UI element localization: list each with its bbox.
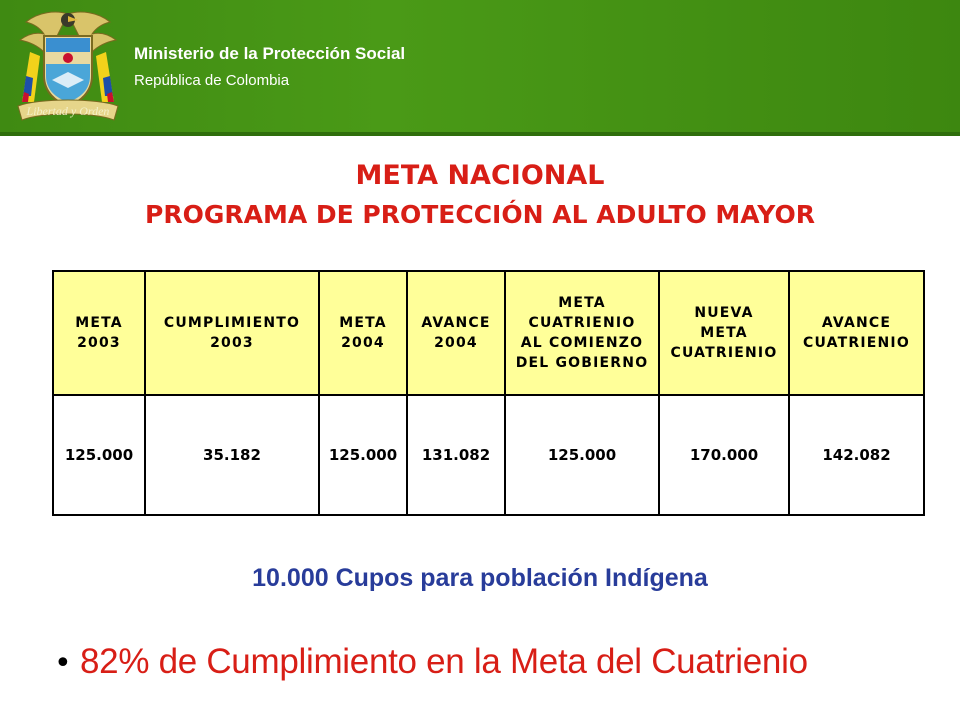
table-row [53, 395, 924, 515]
header-meta-cuatrienio-inicio: META CUATRIENIO AL COMIENZO DEL GOBIERNO [505, 271, 659, 395]
value-nueva-meta-cuatrienio: 170.000 [659, 395, 789, 515]
page-title: META NACIONAL [355, 160, 605, 191]
header-bar [0, 0, 960, 136]
page-subtitle: PROGRAMA DE PROTECCIÓN AL ADULTO MAYOR [145, 200, 815, 229]
bullet-dot-icon: • [54, 646, 72, 681]
goals-table [52, 270, 925, 516]
motto-text: Libertad y Orden [26, 104, 110, 118]
header-meta-2004: META 2004 [319, 271, 407, 395]
compliance-bullet: 82% de Cumplimiento en la Meta del Cuatrienio [80, 642, 808, 681]
ministry-name: Ministerio de la Protección Social [134, 44, 406, 63]
country-name: República de Colombia [134, 72, 290, 89]
header-avance-2004: AVANCE 2004 [407, 271, 505, 395]
table-header-row [53, 271, 924, 395]
header-meta-2003: META 2003 [53, 271, 145, 395]
value-cumplimiento-2003: 35.182 [145, 395, 319, 515]
value-meta-2004: 125.000 [319, 395, 407, 515]
value-meta-2003: 125.000 [53, 395, 145, 515]
value-avance-cuatrienio: 142.082 [789, 395, 924, 515]
header-nueva-meta-cuatrienio: NUEVA META CUATRIENIO [659, 271, 789, 395]
value-avance-2004: 131.082 [407, 395, 505, 515]
indigenous-quota-note: 10.000 Cupos para población Indígena [252, 564, 708, 592]
value-meta-cuatrienio-inicio: 125.000 [505, 395, 659, 515]
header-avance-cuatrienio: AVANCE CUATRIENIO [789, 271, 924, 395]
header-cumplimiento-2003: CUMPLIMIENTO 2003 [145, 271, 319, 395]
